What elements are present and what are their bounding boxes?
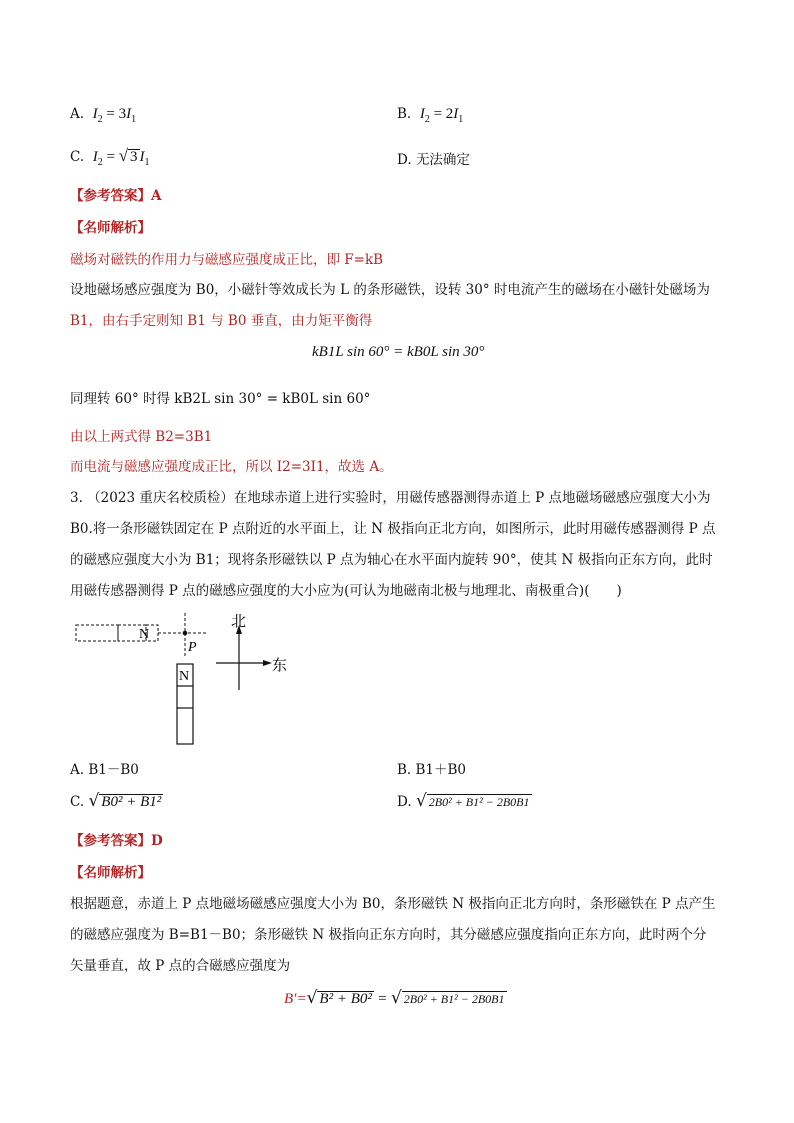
- q3-analysis-line2: 的磁感应强度为 B=B1－B0；条形磁铁 N 极指向正东方向时，其分磁感应强度指向正东方向，此时两个分: [70, 927, 707, 943]
- q2-option-c: C. $I_2$ = √ 3 $I_1$: [70, 146, 150, 168]
- q3-figure: [70, 608, 310, 750]
- point-p-label: P: [188, 640, 197, 655]
- q2-answer-label: 【参考答案】A: [70, 188, 162, 204]
- q2-analysis-line2: 设地磁场感应强度为 B0，小磁针等效成长为 L 的条形磁铁，设转 30° 时电流产生的磁场在小磁针处磁场为: [70, 282, 710, 298]
- q3-answer-label: 【参考答案】D: [70, 833, 163, 849]
- q2-analysis-line5: 由以上两式得 B2=3B1: [70, 429, 213, 445]
- q3-stem-line2: B0.将一条形磁铁固定在 P 点附近的水平面上，让 N 极指向正北方向，如图所示，此时用磁传感器测得 P 点: [70, 521, 716, 537]
- q3-stem-line4: 用磁传感器测得 P 点的磁感应强度的大小应为(可认为地磁南北极与地理北、南极重合)( ): [70, 583, 622, 599]
- q2-analysis-line1: 磁场对磁铁的作用力与磁感应强度成正比，即 F=kB: [70, 252, 384, 268]
- q2-equation-1: kB1L sin 60° = kB0L sin 30°: [312, 344, 485, 360]
- q3-final-equation: B′=√ B² + B0² = √ 2B0² + B1² − 2B0B1: [284, 988, 505, 1008]
- q3-option-c: C. √ B0² + B1²: [70, 791, 162, 811]
- q2-analysis-line3: B1，由右手定则知 B1 与 B0 垂直，由力矩平衡得: [70, 313, 373, 329]
- q3-analysis-label: 【名师解析】: [70, 865, 151, 881]
- q2-analysis-line6: 而电流与磁感应强度成正比，所以 I2=3I1，故选 A。: [70, 459, 393, 475]
- q3-analysis-line1: 根据题意，赤道上 P 点地磁场磁感应强度大小为 B0，条形磁铁 N 极指向正北方向时，条形磁铁在 P 点产生: [70, 896, 716, 912]
- h-magnet-n-label: N: [139, 627, 150, 642]
- q3-option-b: B. B1＋B0: [397, 762, 467, 778]
- q3-stem-line3: 的磁感应强度大小为 B1；现将条形磁铁以 P 点为轴心在水平面内旋转 90°，使其 N 极指向正东方向，此时: [70, 552, 713, 568]
- q2-analysis-line4: 同理转 60° 时得 kB2L sin 30° = kB0L sin 60°: [70, 391, 371, 407]
- q2-analysis-label: 【名师解析】: [70, 220, 151, 236]
- point-p: [183, 631, 188, 636]
- q3-option-d: D. √ 2B0² + B1² − 2B0B1: [397, 791, 530, 811]
- east-arrowhead: [263, 660, 272, 666]
- q2-option-a: A. $I_2 = 3I_1$: [70, 106, 137, 125]
- q3-stem-line1: 3. （2023 重庆名校质检）在地球赤道上进行实验时，用磁传感器测得赤道上 P 点地磁场磁感应强度大小为: [70, 490, 711, 506]
- east-label: 东: [272, 656, 288, 674]
- v-magnet-n-label: N: [179, 669, 190, 684]
- h-magnet-dashed-part-1: [76, 625, 118, 641]
- north-label: 北: [231, 612, 247, 630]
- q2-option-d: D. 无法确定: [397, 152, 470, 168]
- q3-analysis-line3: 矢量垂直，故 P 点的合磁感应强度为: [70, 958, 291, 974]
- q2-option-b: B. $I_2 = 2I_1$: [397, 106, 464, 125]
- q3-option-a: A. B1－B0: [70, 762, 139, 778]
